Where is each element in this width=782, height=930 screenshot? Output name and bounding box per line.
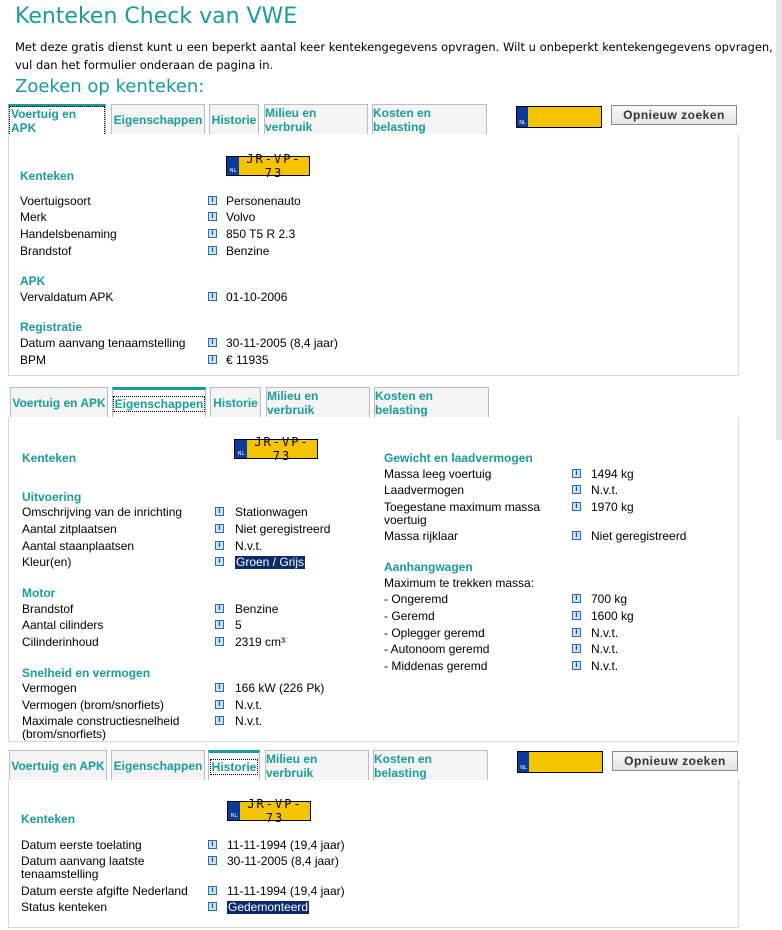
row-value: Niet geregistreerd: [235, 522, 331, 536]
row-label: Vervaldatum APK: [20, 290, 114, 304]
row-label: Toegestane maximum massa voertuig: [384, 500, 541, 527]
row-value: N.v.t.: [235, 539, 263, 553]
info-icon[interactable]: i: [215, 716, 224, 725]
tab-label: Historie: [211, 759, 257, 774]
search-again-button[interactable]: Opnieuw zoeken: [612, 751, 738, 771]
tab-milieu[interactable]: Milieu en verbruik: [264, 104, 368, 134]
info-icon[interactable]: i: [208, 196, 217, 205]
search-again-button[interactable]: Opnieuw zoeken: [611, 105, 737, 125]
section-heading: Snelheid en vermogen: [22, 666, 151, 680]
row-value: 5: [235, 618, 242, 632]
kenteken-input[interactable]: [528, 107, 601, 127]
info-icon[interactable]: i: [215, 637, 224, 646]
row-label: - Autonoom geremd: [384, 642, 490, 656]
row-value: € 11935: [226, 353, 269, 367]
row-value: Stationwagen: [235, 505, 308, 519]
row-label: - Geremd: [384, 609, 435, 623]
panel-eigenschappen: [8, 417, 739, 742]
tab-milieu[interactable]: Milieu en verbruik: [265, 750, 369, 780]
panel-voertuig-apk: [8, 134, 739, 376]
info-icon[interactable]: i: [215, 683, 224, 692]
row-label: Handelsbenaming: [20, 227, 117, 241]
row-value: 11-11-1994 (19,4 jaar): [227, 884, 345, 898]
tab-voertuig-apk[interactable]: Voertuig en APK: [10, 387, 108, 417]
section-heading: Kenteken: [22, 451, 77, 465]
row-label: Kleur(en): [22, 555, 72, 569]
search-heading: Zoeken op kenteken:: [15, 76, 205, 97]
info-icon[interactable]: i: [215, 557, 224, 566]
tab-kosten[interactable]: Kosten en belasting: [372, 104, 487, 134]
info-icon[interactable]: i: [215, 700, 224, 709]
row-value: 2319 cm³: [235, 635, 286, 649]
tab-historie[interactable]: Historie: [210, 387, 261, 417]
row-label: Vermogen (brom/snorfiets): [22, 698, 165, 712]
row-value-highlighted: Gedemonteerd: [228, 900, 309, 914]
info-icon[interactable]: i: [208, 886, 217, 895]
nl-flag-icon: NL: [227, 157, 239, 175]
row-label: BPM: [20, 353, 47, 367]
tab-historie[interactable]: [208, 750, 260, 780]
row-label: Massa rijklaar: [384, 529, 459, 543]
plate-number: JR-VP-73: [246, 152, 302, 180]
search-plate-field[interactable]: [516, 106, 602, 128]
row-label: Laadvermogen: [384, 483, 465, 497]
info-icon[interactable]: i: [572, 594, 581, 603]
row-value: 700 kg: [591, 592, 628, 606]
nl-flag-icon: NL: [517, 107, 528, 127]
info-icon[interactable]: i: [208, 840, 217, 849]
row-label: Aantal staanplaatsen: [22, 539, 135, 553]
row-value: N.v.t.: [591, 626, 619, 640]
info-icon[interactable]: i: [208, 292, 217, 301]
info-icon[interactable]: i: [572, 469, 581, 478]
tab-eigenschappen[interactable]: Eigenschappen: [111, 750, 205, 780]
info-icon[interactable]: i: [215, 524, 224, 533]
license-plate: [226, 152, 310, 180]
row-value: 166 kW (226 Pk): [235, 681, 325, 695]
row-value: Volvo: [226, 210, 256, 224]
info-icon[interactable]: i: [572, 644, 581, 653]
row-label: Brandstof: [22, 602, 74, 616]
info-icon[interactable]: i: [572, 661, 581, 670]
nl-flag-icon: NL: [235, 440, 247, 458]
tab-eigenschappen[interactable]: Eigenschappen: [111, 104, 205, 134]
info-icon[interactable]: i: [572, 485, 581, 494]
plate-number: JR-VP-73: [254, 435, 310, 463]
row-value: N.v.t.: [591, 642, 619, 656]
section-heading: Gewicht en laadvermogen: [384, 451, 533, 465]
tab-kosten[interactable]: Kosten en belasting: [374, 387, 489, 417]
row-value: 1600 kg: [591, 609, 634, 623]
row-value: N.v.t.: [591, 659, 619, 673]
row-label: Datum aanvang tenaamstelling: [20, 336, 186, 350]
panel-historie: [8, 780, 739, 928]
section-heading: Motor: [22, 586, 56, 600]
row-label: Brandstof: [20, 244, 72, 258]
row-label: Voertuigsoort: [20, 194, 91, 208]
info-icon[interactable]: i: [208, 212, 217, 221]
tab-voertuig-apk[interactable]: Voertuig en APK: [9, 750, 107, 780]
row-label: Cilinderinhoud: [22, 635, 99, 649]
license-plate: [234, 435, 318, 463]
row-label: - Oplegger geremd: [384, 626, 485, 640]
row-value: 850 T5 R 2.3: [226, 227, 296, 241]
row-value: 01-10-2006: [226, 290, 288, 304]
row-label: Aantal zitplaatsen: [22, 522, 117, 536]
scrollbar[interactable]: [776, 0, 782, 440]
row-label: Merk: [20, 210, 47, 224]
row-value: 30-11-2005 (8,4 jaar): [226, 336, 338, 350]
row-value: 11-11-1994 (19,4 jaar): [227, 838, 345, 852]
row-label: Omschrijving van de inrichting: [22, 505, 183, 519]
tab-kosten[interactable]: Kosten en belasting: [373, 750, 488, 780]
row-value: N.v.t.: [235, 698, 263, 712]
page-title: Kenteken Check van VWE: [15, 4, 298, 29]
section-heading: Kenteken: [20, 169, 75, 183]
row-value-highlighted: Groen / Grijs: [236, 555, 305, 569]
info-icon[interactable]: i: [208, 902, 217, 911]
info-icon[interactable]: i: [208, 338, 217, 347]
info-icon[interactable]: i: [572, 628, 581, 637]
row-label: - Middenas geremd: [384, 659, 488, 673]
info-icon[interactable]: i: [208, 229, 217, 238]
section-heading: Registratie: [20, 320, 83, 334]
info-icon[interactable]: i: [208, 355, 217, 364]
tab-milieu[interactable]: Milieu en verbruik: [266, 387, 370, 417]
intro-text: Met deze gratis dienst kunt u een beperkt aantal keer kentekengegevens opvragen. Wilt u onbeperkt kentekengegevens opvragen, vul dan het formulier onderaan de pagina in.: [15, 40, 773, 72]
tab-label: Eigenschappen: [114, 396, 204, 411]
nl-flag-icon: NL: [228, 802, 240, 820]
info-icon[interactable]: i: [572, 502, 581, 511]
search-plate-field[interactable]: [517, 751, 603, 773]
info-icon[interactable]: i: [572, 531, 581, 540]
row-value: N.v.t.: [591, 483, 619, 497]
info-icon[interactable]: i: [572, 611, 581, 620]
row-value: Niet geregistreerd: [591, 529, 687, 543]
section-heading: Kenteken: [21, 812, 76, 826]
row-label: Maximale constructiesnelheid (brom/snorfiets): [22, 714, 180, 741]
section-heading: Uitvoering: [22, 490, 82, 504]
info-icon[interactable]: i: [208, 856, 217, 865]
info-icon[interactable]: i: [215, 604, 224, 613]
license-plate: [227, 797, 311, 825]
nl-flag-icon: NL: [518, 752, 529, 772]
row-value: 30-11-2005 (8,4 jaar): [227, 854, 339, 868]
row-label: - Ongeremd: [384, 592, 449, 606]
row-value: Benzine: [226, 244, 270, 258]
info-icon[interactable]: i: [215, 541, 224, 550]
row-value: Personenauto: [226, 194, 301, 208]
section-heading: Aanhangwagen: [384, 560, 473, 574]
tab-historie[interactable]: Historie: [209, 104, 259, 134]
row-label: Maximum te trekken massa:: [384, 576, 535, 590]
row-label: Status kenteken: [21, 900, 108, 914]
row-label: Datum eerste afgifte Nederland: [21, 884, 188, 898]
kenteken-input[interactable]: [529, 752, 602, 772]
tab-label: Voertuig en APK: [9, 106, 105, 136]
row-label: Aantal cilinders: [22, 618, 104, 632]
row-label: Massa leeg voertuig: [384, 467, 492, 481]
row-label: Datum aanvang laatste tenaamstelling: [21, 854, 145, 881]
info-icon[interactable]: i: [208, 246, 217, 255]
row-label: Vermogen: [22, 681, 77, 695]
info-icon[interactable]: i: [215, 620, 224, 629]
tab-eigenschappen[interactable]: [112, 387, 206, 417]
tab-voertuig-apk[interactable]: [8, 104, 106, 134]
info-icon[interactable]: i: [215, 507, 224, 516]
row-value: N.v.t.: [235, 714, 263, 728]
row-label: Datum eerste toelating: [21, 838, 142, 852]
section-heading: APK: [20, 274, 46, 288]
row-value: Benzine: [235, 602, 279, 616]
row-value: 1494 kg: [591, 467, 634, 481]
row-value: 1970 kg: [591, 500, 634, 514]
plate-number: JR-VP-73: [247, 797, 303, 825]
